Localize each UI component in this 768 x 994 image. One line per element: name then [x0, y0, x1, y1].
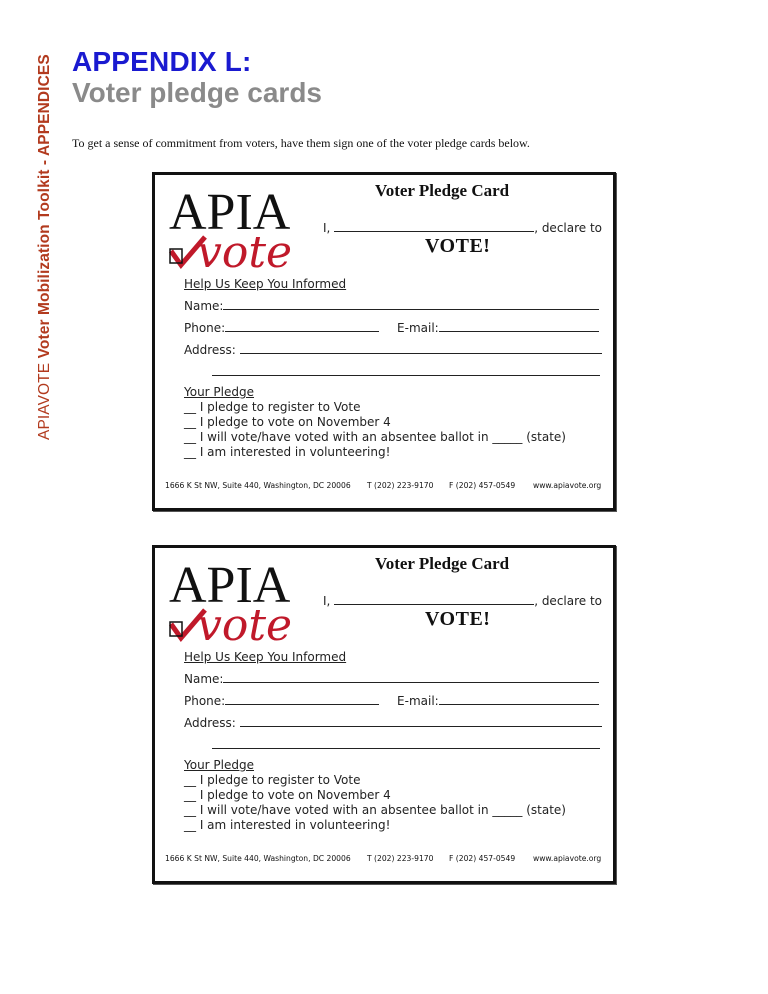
declare-suffix: , declare to [534, 221, 603, 235]
pledge-heading: Your Pledge [184, 385, 255, 399]
side-label-rest: Voter Mobilization Toolkit - APPENDICES [36, 54, 53, 359]
footer-website: www.apiavote.org [533, 481, 602, 490]
name-field[interactable] [223, 670, 599, 683]
signature-line[interactable] [334, 592, 534, 605]
declare-suffix: , declare to [534, 594, 603, 608]
email-field[interactable] [439, 692, 599, 705]
address-field-2[interactable] [212, 363, 600, 376]
apia-vote-logo [167, 556, 312, 646]
vote-heading: VOTE! [425, 608, 491, 630]
declare-prefix: I, [323, 594, 331, 608]
card-title: Voter Pledge Card [375, 554, 510, 573]
name-field[interactable] [223, 297, 599, 310]
phone-field[interactable] [225, 319, 379, 332]
address-label: Address: [184, 343, 236, 357]
pledge-item[interactable]: __ I pledge to vote on November 4 [184, 788, 391, 802]
footer-fax: F (202) 457-0549 [449, 481, 516, 490]
address-field[interactable] [240, 341, 602, 354]
email-field[interactable] [439, 319, 599, 332]
pledge-item[interactable]: __ I will vote/have voted with an absentee ballot in _____ (state) [184, 430, 566, 444]
phone-field[interactable] [225, 692, 379, 705]
footer-website: www.apiavote.org [533, 854, 602, 863]
logo-vote-text: vote [197, 227, 293, 273]
vote-heading: VOTE! [425, 235, 491, 257]
info-fields [184, 273, 602, 383]
declare-prefix: I, [323, 221, 331, 235]
address-field[interactable] [240, 714, 602, 727]
pledge-item[interactable]: __ I will vote/have voted with an absentee ballot in _____ (state) [184, 803, 566, 817]
email-label: E-mail: [397, 321, 439, 335]
footer-phone: T (202) 223-9170 [367, 481, 434, 490]
page-title: APPENDIX L: [72, 46, 252, 77]
name-label: Name: [184, 672, 224, 686]
phone-label: Phone: [184, 321, 226, 335]
logo-apia-text: APIA [169, 557, 291, 614]
pledge-list [184, 385, 566, 460]
intro-text: To get a sense of commitment from voters, have them sign one of the voter pledge cards below. [72, 136, 530, 150]
email-label: E-mail: [397, 694, 439, 708]
apia-vote-logo [167, 183, 312, 273]
pledge-heading: Your Pledge [184, 758, 255, 772]
pledge-card-1 [152, 172, 616, 511]
pledge-item[interactable]: __ I am interested in volunteering! [184, 445, 391, 459]
logo-vote-text: vote [197, 600, 293, 646]
footer-address: 1666 K St NW, Suite 440, Washington, DC 20006 [165, 481, 351, 490]
footer-fax: F (202) 457-0549 [449, 854, 516, 863]
side-label-brand: APIAVOTE [36, 362, 53, 440]
address-label: Address: [184, 716, 236, 730]
info-heading: Help Us Keep You Informed [184, 277, 347, 291]
info-heading: Help Us Keep You Informed [184, 650, 347, 664]
pledge-item[interactable]: __ I pledge to register to Vote [184, 400, 361, 414]
signature-line[interactable] [334, 219, 534, 232]
footer-address: 1666 K St NW, Suite 440, Washington, DC 20006 [165, 854, 351, 863]
pledge-item[interactable]: __ I pledge to register to Vote [184, 773, 361, 787]
address-field-2[interactable] [212, 736, 600, 749]
name-label: Name: [184, 299, 224, 313]
pledge-card-2 [152, 545, 616, 884]
side-label [36, 54, 54, 440]
logo-apia-text: APIA [169, 184, 291, 241]
footer-phone: T (202) 223-9170 [367, 854, 434, 863]
card-title: Voter Pledge Card [375, 181, 510, 200]
pledge-item[interactable]: __ I pledge to vote on November 4 [184, 415, 391, 429]
page-subtitle: Voter pledge cards [72, 77, 323, 108]
info-fields [184, 646, 602, 756]
pledge-item[interactable]: __ I am interested in volunteering! [184, 818, 391, 832]
declare-line [323, 592, 602, 608]
pledge-list [184, 758, 566, 833]
phone-label: Phone: [184, 694, 226, 708]
declare-line [323, 219, 602, 235]
